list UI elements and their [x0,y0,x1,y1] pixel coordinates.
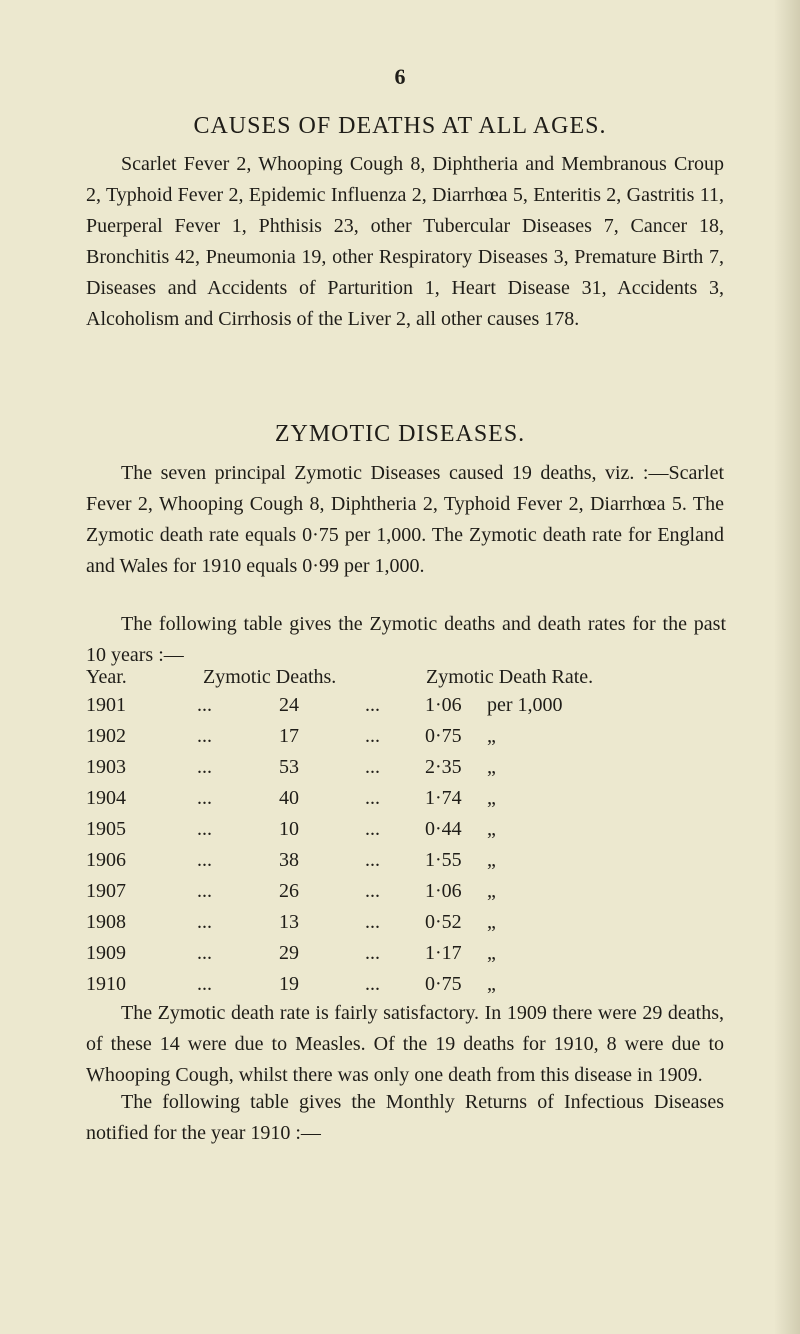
row-rate: 1·55 [425,849,462,871]
row-leader-dots: ... [365,880,380,902]
row-leader-dots: ... [197,973,212,995]
row-rate: 1·74 [425,787,462,809]
row-deaths: 17 [279,725,299,747]
row-rate: 0·75 [425,973,462,995]
row-rate: 1·17 [425,942,462,964]
causes-heading: CAUSES OF DEATHS AT ALL AGES. [193,113,607,139]
row-leader-dots: ... [197,694,212,716]
row-deaths: 29 [279,942,299,964]
row-deaths: 40 [279,787,299,809]
row-deaths: 10 [279,818,299,840]
row-leader-dots: ... [197,818,212,840]
row-leader-dots: ... [365,725,380,747]
row-rate-unit: „ [487,725,496,747]
row-rate-unit: „ [487,849,496,871]
row-leader-dots: ... [365,694,380,716]
causes-paragraph: Scarlet Fever 2, Whooping Cough 8, Diphtheria and Membranous Croup 2, Typhoid Fever 2, Epidemic Influenza 2, Diarrhœa 5, Enteritis 2, Gastritis 11, Puerperal Fever 1, Phthisis 23, other Tubercular Diseases 7, Cancer 18, Bronchitis 42, Pneumonia 19, other Respiratory Diseases 3, Premature Birth 7, Diseases and Accidents of Parturition 1, Heart Disease 31, Accidents 3, Alcoholism and Cirrhosis of the Liver 2, all other causes 178. [86,153,724,330]
row-leader-dots: ... [365,818,380,840]
row-leader-dots: ... [197,849,212,871]
row-year: 1910 [86,973,126,995]
row-deaths: 24 [279,694,299,716]
row-rate: 0·44 [425,818,462,840]
row-leader-dots: ... [197,911,212,933]
table-intro-paragraph: The following table gives the Zymotic deaths and death rates for the past 10 years :— [86,613,726,666]
table-row [86,756,726,787]
table-row [86,818,726,849]
row-rate: 0·52 [425,911,462,933]
table-row [86,725,726,756]
page-number: 6 [394,64,406,89]
table-row [86,787,726,818]
row-rate: 1·06 [425,880,462,902]
table-row [86,911,726,942]
table-header-row [86,666,726,694]
row-leader-dots: ... [365,911,380,933]
row-year: 1906 [86,849,126,871]
row-leader-dots: ... [197,756,212,778]
zymotic-paragraph: The seven principal Zymotic Diseases caused 19 deaths, viz. :—Scarlet Fever 2, Whooping Cough 8, Diphtheria 2, Typhoid Fever 2, Diarrhœa 5. The Zymotic death rate equals 0·75 per 1,000. The Zymotic death rate for England and Wales for 1910 equals 0·99 per 1,000. [86,462,724,577]
row-year: 1907 [86,880,126,902]
row-deaths: 26 [279,880,299,902]
row-rate-unit: „ [487,818,496,840]
row-rate: 1·06 [425,694,462,716]
row-year: 1905 [86,818,126,840]
row-year: 1908 [86,911,126,933]
row-rate-unit: „ [487,973,496,995]
row-year: 1909 [86,942,126,964]
row-leader-dots: ... [365,942,380,964]
monthly-intro-paragraph: The following table gives the Monthly Returns of Infectious Diseases notified for the year 1910 :— [86,1091,724,1144]
table-row [86,942,726,973]
row-rate-unit: „ [487,942,496,964]
row-rate-unit: „ [487,911,496,933]
row-deaths: 19 [279,973,299,995]
row-leader-dots: ... [365,787,380,809]
header-year: Year. [86,666,127,688]
row-deaths: 13 [279,911,299,933]
row-year: 1901 [86,694,126,716]
row-leader-dots: ... [365,849,380,871]
table-body [86,694,726,1004]
row-deaths: 38 [279,849,299,871]
row-year: 1903 [86,756,126,778]
row-leader-dots: ... [365,756,380,778]
row-rate: 2·35 [425,756,462,778]
after-table-paragraph: The Zymotic death rate is fairly satisfactory. In 1909 there were 29 deaths, of these 14 were due to Measles. Of the 19 deaths for 1910, 8 were due to Whooping Cough, whilst there was only one death from this disease in 1909. [86,1002,724,1086]
row-rate-unit: „ [487,787,496,809]
row-year: 1902 [86,725,126,747]
zymotic-heading: ZYMOTIC DISEASES. [274,421,526,447]
table-row [86,880,726,911]
row-deaths: 53 [279,756,299,778]
table-row [86,849,726,880]
row-rate: 0·75 [425,725,462,747]
row-leader-dots: ... [365,973,380,995]
zymotic-table [86,666,726,1004]
page-edge-shadow [774,0,800,1334]
row-rate-unit: „ [487,880,496,902]
table-row [86,694,726,725]
row-leader-dots: ... [197,787,212,809]
row-leader-dots: ... [197,725,212,747]
row-rate-unit: per 1,000 [487,694,563,716]
row-rate-unit: „ [487,756,496,778]
header-deaths: Zymotic Deaths. [203,666,337,688]
row-year: 1904 [86,787,126,809]
row-leader-dots: ... [197,880,212,902]
header-rate: Zymotic Death Rate. [426,666,594,688]
row-leader-dots: ... [197,942,212,964]
